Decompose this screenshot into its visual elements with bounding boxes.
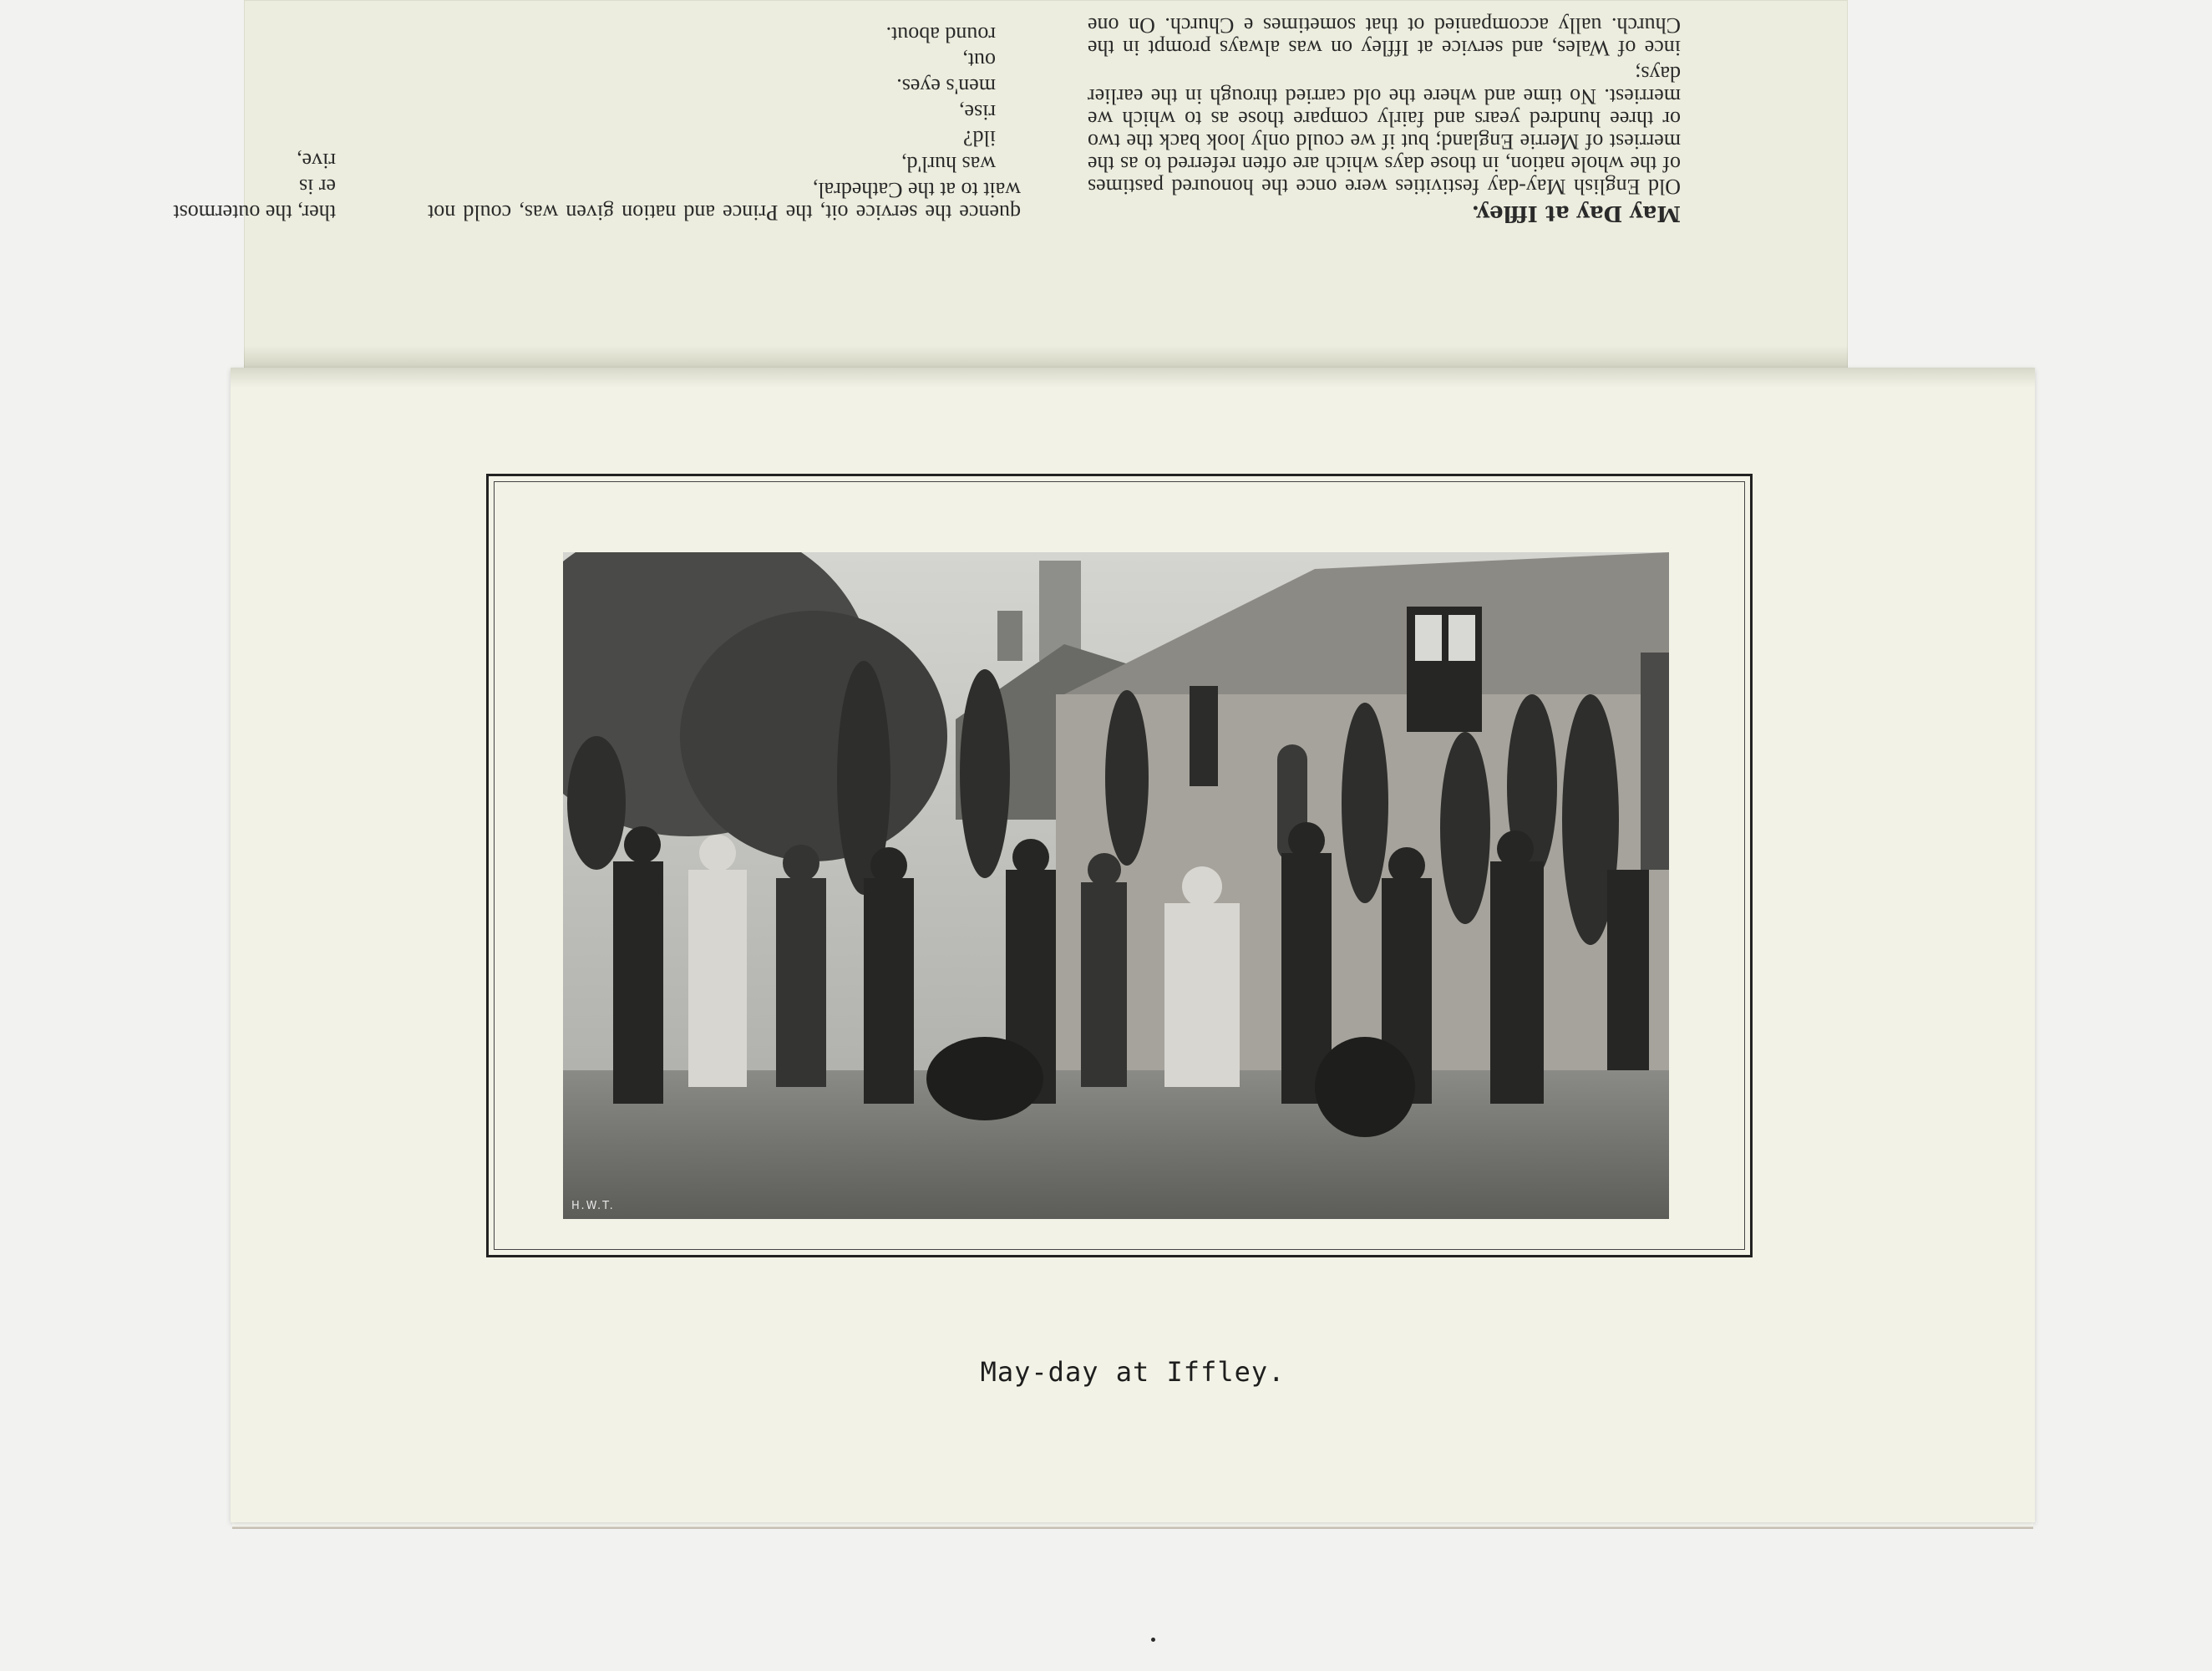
section-heading: May Day at Iffley. xyxy=(1471,201,1681,226)
upper-page xyxy=(173,0,1848,369)
verse-line-6: round about. xyxy=(885,23,996,47)
lower-page xyxy=(231,368,2035,1522)
verse-line-1: was hurl'd, xyxy=(901,152,996,176)
plate-caption: May-day at Iffley. xyxy=(980,1356,1286,1388)
verse-line-2: ild? xyxy=(963,126,996,150)
verse-line-4: men's eyes. xyxy=(896,74,996,99)
left-column-text: Old English May-day festivities were once the honoured pastimes of the whole nation, in those days which are often referred to as the merriest of Merrie England; but if we could only look back the two or three hundred years and fairly compare those as to which we merriest. No time and where the old carried through in the earlier days; xyxy=(1088,62,1681,199)
photograph-drawing xyxy=(563,552,1669,1219)
fold-shadow xyxy=(244,346,1848,369)
middle-column-text: ince of Wales, and service at Iffley on was always prompt in the Church. ually accompanied ot that sometimes e Church. On one quence the service oit, the Prince and nation given was, could not wait to at the Cathedral, xyxy=(428,13,1681,225)
photograph xyxy=(563,552,1669,1219)
verse-line-5: out, xyxy=(962,48,996,73)
verse-line-8: er is xyxy=(298,175,336,199)
photo-initials: H.W.T. xyxy=(571,1200,615,1212)
paper-speck xyxy=(1151,1638,1155,1642)
gutter-shadow xyxy=(231,368,2035,388)
verse-line-3: rise, xyxy=(958,100,996,124)
verse-line-7: ther, the outermost xyxy=(173,201,336,225)
upside-down-text xyxy=(173,5,1681,226)
verse-line-9: rive, xyxy=(297,149,336,173)
